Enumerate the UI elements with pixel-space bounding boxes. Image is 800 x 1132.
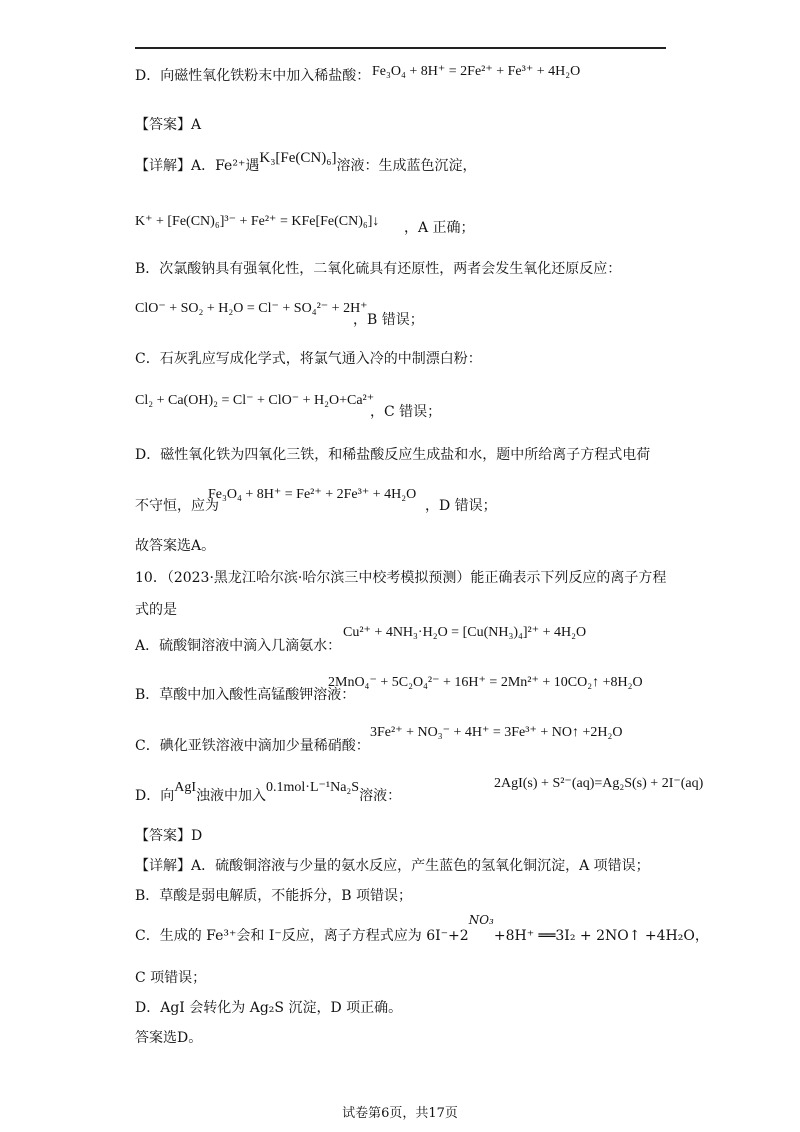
question-10-stem2: 式的是 [135, 602, 177, 618]
detail-9-a-intro-post: 溶液：生成蓝色沉淀， [336, 158, 477, 174]
detail-10-c-text [135, 913, 709, 945]
prev-option-d-label: D．向磁性氧化铁粉末中加入稀盐酸： [135, 68, 371, 84]
detail-10-conclusion: 答案选D。 [135, 1030, 203, 1046]
question-10-option-d-post: 溶液： [359, 788, 402, 804]
question-10-option-c-eq: 3Fe²⁺ + NO₃⁻ + 4H⁺ = 3Fe³⁺ + NO↑ +2H₂O [370, 725, 623, 740]
question-10-option-d-eq: 2AgI(s) + S²⁻(aq)=Ag₂S(s) + 2I⁻(aq) [494, 776, 704, 791]
detail-9-a-intro-formula: K₃[Fe(CN)₆] [259, 150, 337, 166]
detail-9-c-tail: ，C 错误； [370, 404, 442, 420]
detail-9-a-intro [135, 150, 477, 175]
detail-10-c-text2: C 项错误； [135, 970, 207, 986]
detail-9-b-eq: ClO⁻ + SO₂ + H₂O = Cl⁻ + SO₄²⁻ + 2H⁺ [135, 301, 368, 316]
detail-10-a-text: 【详解】A．硫酸铜溶液与少量的氨水反应，产生蓝色的氢氧化铜沉淀，A 项错误； [135, 858, 650, 874]
detail-9-d-tail: ，D 错误； [425, 498, 497, 514]
answer-10: 【答案】D [135, 828, 203, 844]
detail-9-conclusion: 故答案选A。 [135, 538, 216, 554]
question-10-stem: 10．（2023·黑龙江哈尔滨·哈尔滨三中校考模拟预测）能正确表示下列反应的离子方程 [135, 570, 667, 586]
question-10-option-b-label: B．草酸中加入酸性高锰酸钾溶液： [135, 687, 356, 703]
detail-9-b-text: B．次氯酸钠具有强氧化性，二氧化硫具有还原性，两者会发生氧化还原反应： [135, 261, 622, 277]
detail-9-c-eq: Cl₂ + Ca(OH)₂ = Cl⁻ + ClO⁻ + H₂O+Ca²⁺ [135, 393, 375, 408]
detail-9-a-intro-pre: 【详解】A．Fe²⁺遇 [135, 158, 260, 174]
answer-9: 【答案】A [135, 117, 202, 133]
detail-10-b-text: B．草酸是弱电解质，不能拆分，B 项错误； [135, 888, 413, 904]
detail-9-d-text2: 不守恒，应为 [135, 498, 219, 514]
detail-9-d-eq: Fe₃O₄ + 8H⁺ = Fe²⁺ + 2Fe³⁺ + 4H₂O [208, 487, 417, 502]
detail-10-c-no3: NO₃ [468, 913, 494, 927]
page-footer: 试卷第6页，共17页 [342, 1106, 458, 1121]
question-10-option-a-label: A．硫酸铜溶液中滴入几滴氨水： [135, 638, 342, 654]
detail-9-a-tail: ，A 正确； [404, 220, 475, 236]
detail-9-b-tail: ，B 错误； [353, 312, 424, 328]
prev-option-d-formula: Fe₃O₄ + 8H⁺ = 2Fe²⁺ + Fe³⁺ + 4H₂O [372, 64, 581, 79]
question-10-option-d-label [135, 780, 402, 806]
question-10-option-b-eq: 2MnO₄⁻ + 5C₂O₄²⁻ + 16H⁺ = 2Mn²⁺ + 10CO₂↑ +8H₂O [328, 675, 643, 690]
detail-9-a-eq: K⁺ + [Fe(CN)₆]³⁻ + Fe²⁺ = KFe[Fe(CN)₆]↓ [135, 214, 380, 229]
question-10-option-a-eq: Cu²⁺ + 4NH₃·H₂O = [Cu(NH₃)₄]²⁺ + 4H₂O [343, 625, 587, 640]
detail-10-c-pre: C．生成的 Fe³⁺会和 I⁻反应，离子方程式应为 6I⁻+2 [135, 928, 469, 944]
question-10-option-d-conc: 0.1mol·L⁻¹Na₂S [266, 780, 360, 795]
question-10-option-d-agi: AgI [174, 780, 197, 795]
question-10-option-d-mid: 浊液中加入 [196, 788, 267, 804]
question-10-option-d-pre: D．向 [135, 788, 175, 804]
detail-10-c-post: +8H⁺ ══3I₂ + 2NO↑ +4H₂O， [493, 928, 709, 944]
question-10-option-c-label: C．碘化亚铁溶液中滴加少量稀硝酸： [135, 738, 370, 754]
detail-9-d-text: D．磁性氧化铁为四氧化三铁，和稀盐酸反应生成盐和水，题中所给离子方程式电荷 [135, 447, 651, 463]
header-rule [135, 47, 666, 49]
detail-9-c-text: C．石灰乳应写成化学式，将氯气通入冷的中制漂白粉： [135, 351, 482, 367]
detail-10-d-text: D．AgI 会转化为 Ag₂S 沉淀，D 项正确。 [135, 1000, 403, 1016]
